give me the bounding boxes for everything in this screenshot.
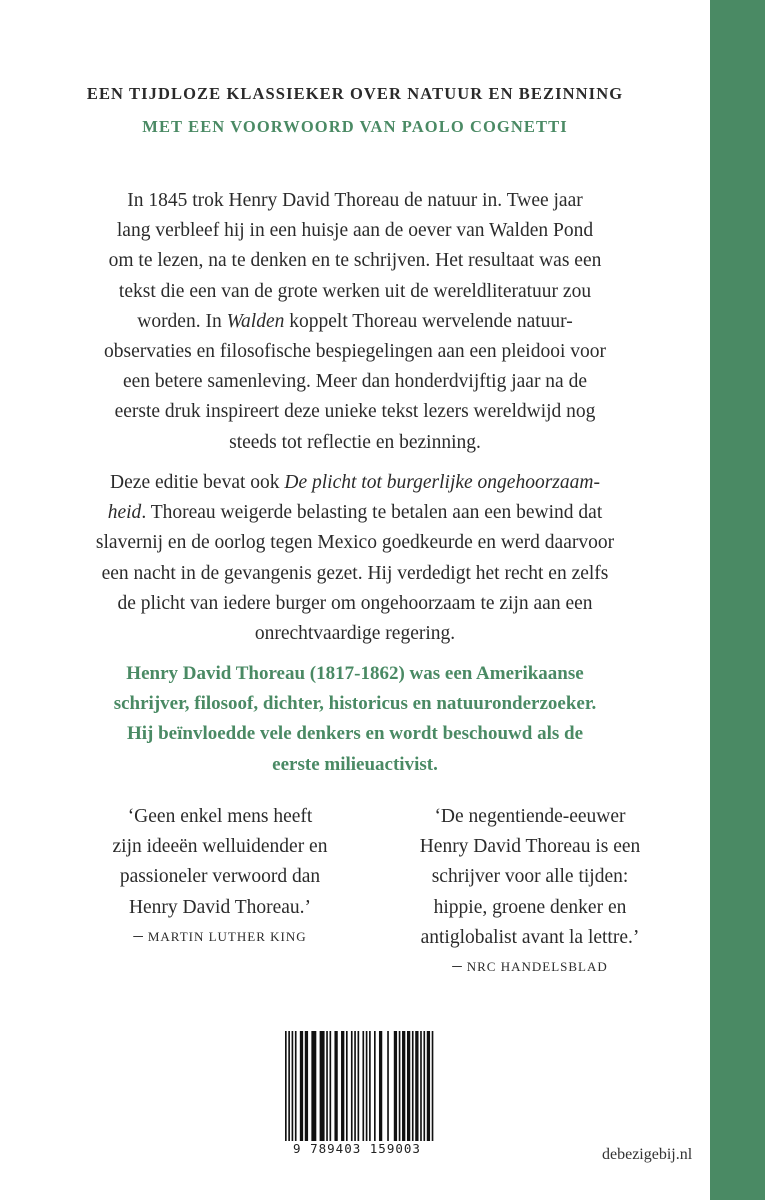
barcode-bar bbox=[358, 1031, 360, 1141]
text-line: worden. In Walden koppelt Thoreau wervelende natuur- bbox=[137, 310, 573, 332]
tagline: EEN TIJDLOZE KLASSIEKER OVER NATUUR EN BEZINNING bbox=[86, 84, 624, 103]
barcode-bar bbox=[288, 1031, 290, 1141]
barcode-bar bbox=[311, 1031, 316, 1141]
barcode-bar bbox=[354, 1031, 356, 1141]
barcode-bar bbox=[432, 1031, 434, 1141]
barcode-bar bbox=[399, 1031, 401, 1141]
barcode-bar bbox=[334, 1031, 337, 1141]
barcode-bar bbox=[305, 1031, 308, 1141]
text-line: Henry David Thoreau (1817-1862) was een Amerikaanse bbox=[126, 663, 584, 684]
barcode-bar bbox=[369, 1031, 371, 1141]
barcode-bar bbox=[300, 1031, 303, 1141]
barcode-bar bbox=[351, 1031, 353, 1141]
text-line: steeds tot reflectie en bezinning. bbox=[229, 431, 481, 453]
quote-line: hippie, groene denker en bbox=[433, 896, 627, 918]
quote-line: zijn ideeën welluidender en bbox=[112, 836, 328, 858]
barcode-bar bbox=[285, 1031, 287, 1141]
text-line: Deze editie bevat ook De plicht tot burgerlijke ongehoorzaam- bbox=[110, 472, 600, 493]
barcode-bar bbox=[394, 1031, 397, 1141]
text-line: In 1845 trok Henry David Thoreau de natuur in. Twee jaar bbox=[127, 190, 583, 211]
barcode-bar bbox=[330, 1031, 332, 1141]
barcode-bar bbox=[362, 1031, 364, 1141]
barcode-bar bbox=[379, 1031, 382, 1141]
barcode-bar bbox=[320, 1031, 325, 1141]
text-line: lang verbleef hij in een huisje aan de oever van Walden Pond bbox=[116, 220, 594, 242]
quote-nrc bbox=[360, 802, 700, 980]
quote-line: antiglobalist avant la lettre.’ bbox=[420, 926, 640, 948]
barcode-bar bbox=[420, 1031, 422, 1141]
publisher-website: debezigebij.nl bbox=[602, 1146, 693, 1163]
quote-line: passioneler verwoord dan bbox=[119, 866, 321, 888]
quote-line: Henry David Thoreau.’ bbox=[128, 896, 312, 918]
text-line: schrijver, filosoof, dichter, historicus en natuuronderzoeker. bbox=[113, 693, 597, 715]
barcode-bar bbox=[326, 1031, 328, 1141]
quote-line: schrijver voor alle tijden: bbox=[431, 866, 629, 888]
text-line: observaties en filosofische bespiegelingen aan een pleidooi voor bbox=[104, 341, 606, 363]
quote-line: ‘De negentiende-eeuwer bbox=[434, 806, 626, 827]
barcode-bars bbox=[285, 1031, 435, 1141]
text-line: een nacht in de gevangenis gezet. Hij verdedigt het recht en zelfs bbox=[101, 562, 609, 584]
quote-line: Henry David Thoreau is een bbox=[419, 836, 641, 858]
barcode-bar bbox=[387, 1031, 389, 1141]
barcode-bar bbox=[341, 1031, 344, 1141]
barcode-bar bbox=[292, 1031, 294, 1141]
barcode-bar bbox=[427, 1031, 430, 1141]
text-line: Hij beïnvloedde vele denkers en wordt beschouwd als de bbox=[126, 723, 584, 745]
text-line: een betere samenleving. Meer dan honderdvijftig jaar na de bbox=[122, 371, 587, 393]
barcode-bar bbox=[412, 1031, 414, 1141]
barcode-bar bbox=[407, 1031, 410, 1141]
barcode bbox=[262, 1028, 452, 1176]
text-line: eerste milieuactivist. bbox=[272, 753, 438, 775]
barcode-bar bbox=[423, 1031, 425, 1141]
text-line: onrechtvaardige regering. bbox=[254, 623, 456, 645]
text-line: tekst die een van de grote werken uit de wereldliteratuur zou bbox=[118, 280, 592, 302]
text-line: slavernij en de oorlog tegen Mexico goedkeurde en werd daarvoor bbox=[95, 532, 615, 554]
barcode-bar bbox=[366, 1031, 368, 1141]
foreword-line: MET EEN VOORWOORD VAN PAOLO COGNETTI bbox=[142, 117, 568, 136]
isbn-number: 9 789403 159003 bbox=[293, 1141, 421, 1156]
text-line: eerste druk inspireert deze unieke tekst lezers wereldwijd nog bbox=[114, 401, 596, 423]
barcode-bar bbox=[415, 1031, 418, 1141]
quote-attribution: – NRC HANDELSBLAD bbox=[452, 955, 608, 977]
barcode-bar bbox=[402, 1031, 405, 1141]
quote-mlk bbox=[70, 802, 370, 950]
text-line: heid. Thoreau weigerde belasting te betalen aan een bewind dat bbox=[107, 502, 603, 524]
blurb-paragraph-2 bbox=[70, 468, 640, 649]
author-bio bbox=[70, 659, 640, 780]
quote-line: ‘Geen enkel mens heeft bbox=[127, 806, 313, 827]
blurb-paragraph-1 bbox=[70, 186, 640, 458]
text-line: de plicht van iedere burger om ongehoorzaam te zijn aan een bbox=[117, 592, 593, 614]
barcode-bar bbox=[295, 1031, 297, 1141]
barcode-bar bbox=[374, 1031, 376, 1141]
green-spine-stripe bbox=[710, 0, 765, 1200]
text-line: om te lezen, na te denken en te schrijven. Het resultaat was een bbox=[108, 250, 602, 272]
quote-attribution: – MARTIN LUTHER KING bbox=[133, 924, 307, 946]
barcode-bar bbox=[346, 1031, 348, 1141]
